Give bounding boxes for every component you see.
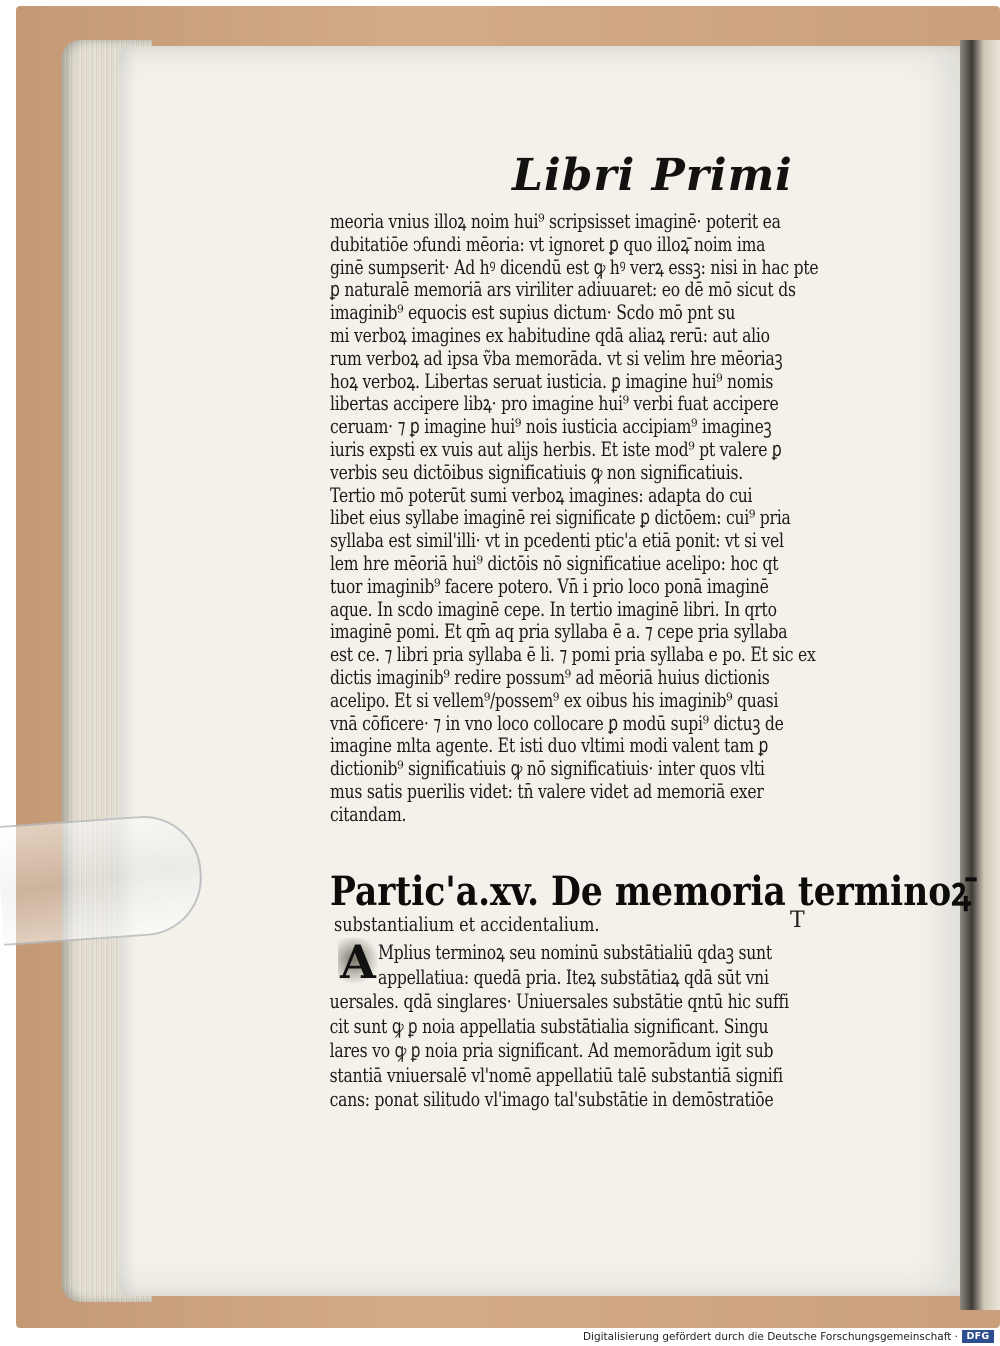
body-text [330, 209, 819, 826]
section-line: cans: ponat silitudo vl'imago tal'substātie in demōstratiōe [329, 1087, 774, 1111]
body-line: mi verboꝝ imagines ex habitudine qdā aliaꝝ rerū: aut alio [330, 322, 770, 347]
body-line: dictionib⁹ significatiuis ꝙ nō significatiuis· inter quos vlti [330, 756, 765, 781]
body-line: verbis seu dictōibus significatiuis ꝙ non significatiuis. [330, 459, 743, 484]
body-line: dictis imaginib⁹ redire possum⁹ ad mēoriā huius dictionis [330, 664, 770, 689]
body-line: mus satis puerilis videt: tn̄ valere videt ad memoriā exer [330, 778, 764, 803]
section-subheading: substantialium et accidentalium. [334, 912, 600, 936]
section-line: stantiā vniuersalē vl'nomē appellatiū talē substantiā signifi [329, 1062, 783, 1087]
body-line: dubitatiōe ↄfundi mēoria: vt ignoret ꝑ quo illoꝝ̄ noim ima [330, 231, 766, 256]
section-line: uersales. qdā singlares· Uniuersales substātie qntū hic suffi [329, 989, 789, 1013]
body-line: iuris expsti ex vuis aut alijs herbis. Et iste mod⁹ pt valere ꝑ [330, 436, 782, 461]
dfg-logo: DFG [962, 1330, 994, 1343]
body-line: rum verboꝝ ad ipsa ṽba memorāda. vt si velim hre mēoriaꝫ [330, 345, 783, 370]
body-line: meoria vnius illoꝝ noim hui⁹ scripsisset imaginē· poterit ea [330, 209, 781, 233]
body-line: vnā cōficere· ⁊ in vno loco collocare ꝑ modū supi⁹ dictuꝫ de [330, 710, 784, 735]
body-line: imaginē pomi. Et qm̄ aq pria syllaba ē a. ⁊ cepe pria syllaba [330, 619, 788, 644]
body-line: ceruam· ⁊ ꝑ imagine hui⁹ nois iusticia accipiam⁹ imagineꝫ [330, 414, 772, 439]
body-line: syllaba est simil'illi· vt in pcedenti ptic'a etiā ponit: vt si vel [330, 528, 784, 553]
body-line: ginē sumpserit· Ad hꝰ dicendū est ꝙ hꝰ verꝝ essꝫ: nisi in hac pte [330, 254, 819, 279]
body-line: Tertio mō poterūt sumi verboꝝ imagines: adapta do cui [330, 482, 753, 507]
section-line: appellatiua: quedā pria. Iteꝝ substātiaꝝ qdā sūt vni [378, 964, 769, 989]
body-line: libet eius syllabe imaginē rei significate ꝑ dictōem: cui⁹ pria [330, 505, 791, 530]
transparent-page-clip [0, 812, 206, 946]
body-line: acelipo. Et si vellem⁹/possem⁹ ex oibus his imaginib⁹ quasi [330, 687, 779, 712]
body-line: tuor imaginib⁹ facere potero. Vn̄ i prio loco ponā imaginē [330, 573, 769, 598]
running-head: Libri Primi [512, 150, 793, 201]
section-line: Mplius terminoꝝ seu nominū substātialiū qdaꝫ sunt [378, 940, 772, 964]
body-line: citandam. [330, 801, 407, 826]
body-line: est ce. ⁊ libri pria syllaba ē li. ⁊ pomi pria syllaba e po. Et sic ex [330, 642, 816, 667]
body-line: hoꝝ verboꝝ. Libertas seruat iusticia. ꝑ imagine hui⁹ nomis [330, 368, 774, 393]
footer-credit: Digitalisierung gefördert durch die Deutsche Forschungsgemeinschaft · [582, 1331, 958, 1343]
body-line: imagine mlta agente. Et isti duo vltimi modi valent tam ꝑ [330, 733, 769, 758]
section-line: cit sunt ꝙ ꝑ noia appellatia substātialia significant. Singu [329, 1013, 769, 1038]
section-text [329, 940, 799, 1112]
guide-letter: T [790, 908, 805, 933]
section-line: lares vo ꝙ ꝑ noia pria significant. Ad memorādum igit sub [329, 1038, 774, 1062]
book-gutter [960, 40, 1000, 1310]
section-heading: Partic'a.xv. De memoria terminoꝝ̄ [330, 868, 972, 915]
body-line: lem hre mēoriā hui⁹ dictōis nō significatiue acelipo: hoc qt [330, 550, 779, 575]
body-line: imaginib⁹ equocis est supius dictum· Scdo mō pnt su [330, 300, 736, 325]
body-line: ꝑ naturalē memoriā ars viriliter adiuuaret: eo dē mō sicut ds [330, 277, 796, 302]
body-line: libertas accipere libꝝ· pro imagine hui⁹ verbi fuat accipere [330, 391, 779, 416]
body-line: aque. In scdo imaginē cepe. In tertio imaginē libri. In qrto [330, 596, 777, 621]
initial-letter: A [338, 938, 378, 986]
